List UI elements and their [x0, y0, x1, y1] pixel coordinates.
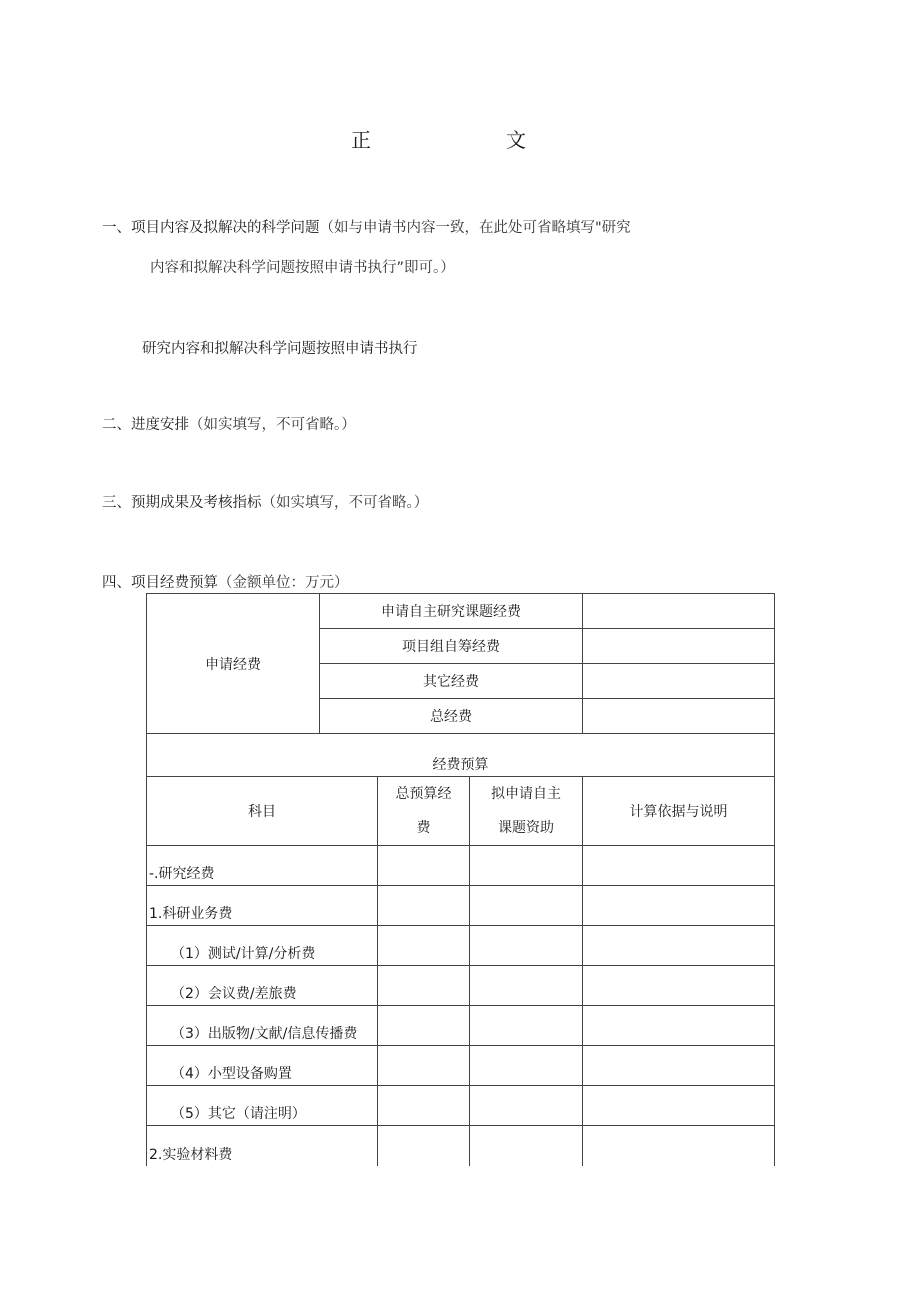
budget-row	[147, 966, 775, 1006]
section-3-heading	[102, 491, 428, 512]
budget-row-total-cell[interactable]	[378, 886, 470, 926]
budget-row-basis-cell[interactable]	[583, 1086, 775, 1126]
budget-row	[147, 1046, 775, 1086]
section-1-heading	[102, 216, 631, 237]
budget-col-basis: 计算依据与说明	[583, 777, 775, 846]
budget-row-requested-cell[interactable]	[470, 1006, 583, 1046]
apply-row-value[interactable]	[583, 629, 775, 664]
section-3-note: （如实填写，不可省略。）	[261, 495, 429, 511]
budget-row-basis-cell[interactable]	[583, 966, 775, 1006]
budget-row-label: （3）出版物/文献/信息传播费	[147, 1006, 378, 1046]
section-1-title: 一、项目内容及拟解决的科学问题	[102, 220, 320, 236]
budget-row	[147, 1006, 775, 1046]
apply-row-label: 总经费	[320, 699, 583, 734]
budget-row-basis-cell[interactable]	[583, 1126, 775, 1166]
section-1-note-line-2	[150, 256, 455, 277]
apply-row-value[interactable]	[583, 594, 775, 629]
budget-row-label: （1）测试/计算/分析费	[147, 926, 378, 966]
budget-row-label: 2.实验材料费	[147, 1126, 378, 1166]
budget-row-requested-cell[interactable]	[470, 1126, 583, 1166]
budget-row	[147, 1126, 775, 1166]
budget-row-total-cell[interactable]	[378, 1006, 470, 1046]
budget-row-basis-cell[interactable]	[583, 1046, 775, 1086]
apply-row-value[interactable]	[583, 699, 775, 734]
section-1-body: 研究内容和拟解决科学问题按照申请书执行	[142, 341, 418, 357]
budget-row-requested-cell[interactable]	[470, 1046, 583, 1086]
budget-row-requested-cell[interactable]	[470, 846, 583, 886]
budget-row-total-cell[interactable]	[378, 1046, 470, 1086]
budget-row-total-cell[interactable]	[378, 846, 470, 886]
budget-row-label: （5）其它（请注明）	[147, 1086, 378, 1126]
budget-row-requested-cell[interactable]	[470, 966, 583, 1006]
section-2-heading	[102, 413, 356, 434]
page-title-char-1: 正	[351, 128, 371, 152]
section-3-title: 三、预期成果及考核指标	[102, 495, 262, 511]
budget-row-label: （4）小型设备购置	[147, 1046, 378, 1086]
budget-heading: 经费预算	[147, 734, 775, 777]
apply-row-value[interactable]	[583, 664, 775, 699]
budget-row-label: -.研究经费	[147, 846, 378, 886]
budget-row	[147, 1086, 775, 1126]
budget-col-total-line2: 费	[416, 820, 431, 836]
budget-row-basis-cell[interactable]	[583, 886, 775, 926]
budget-col-total-line1: 总预算经	[395, 786, 452, 802]
budget-row-requested-cell[interactable]	[470, 926, 583, 966]
budget-row-total-cell[interactable]	[378, 926, 470, 966]
apply-funds-group-label: 申请经费	[147, 594, 320, 734]
section-4-note: （金额单位：万元）	[218, 575, 349, 591]
budget-col-subject: 科目	[147, 777, 378, 846]
budget-col-requested-line1: 拟申请自主	[491, 786, 561, 802]
budget-row-total-cell[interactable]	[378, 1126, 470, 1166]
section-1-note-2: 内容和拟解决科学问题按照申请书执行”即可。）	[150, 260, 455, 276]
section-4-title: 四、项目经费预算	[102, 575, 218, 591]
budget-row	[147, 926, 775, 966]
budget-row-total-cell[interactable]	[378, 1086, 470, 1126]
budget-col-requested-line2: 课题资助	[498, 820, 554, 836]
budget-table	[146, 733, 775, 1166]
budget-col-total	[378, 777, 470, 846]
apply-funds-table	[146, 593, 775, 734]
budget-row-basis-cell[interactable]	[583, 1006, 775, 1046]
budget-row-label: （2）会议费/差旅费	[147, 966, 378, 1006]
apply-row-label: 项目组自筹经费	[320, 629, 583, 664]
budget-row-requested-cell[interactable]	[470, 886, 583, 926]
budget-row-basis-cell[interactable]	[583, 846, 775, 886]
budget-row-label: 1.科研业务费	[147, 886, 378, 926]
budget-col-requested	[470, 777, 583, 846]
budget-row-requested-cell[interactable]	[470, 1086, 583, 1126]
apply-row-label: 其它经费	[320, 664, 583, 699]
apply-row-label: 申请自主研究课题经费	[320, 594, 583, 629]
section-4-heading	[102, 571, 349, 592]
budget-row	[147, 886, 775, 926]
page-title-char-2: 文	[506, 128, 526, 152]
budget-row-basis-cell[interactable]	[583, 926, 775, 966]
section-1-note: （如与申请书内容一致，在此处可省略填写"研究	[319, 220, 631, 236]
budget-row	[147, 846, 775, 886]
budget-row-total-cell[interactable]	[378, 966, 470, 1006]
section-2-note: （如实填写，不可省略。）	[189, 417, 356, 433]
section-2-title: 二、进度安排	[102, 417, 189, 433]
